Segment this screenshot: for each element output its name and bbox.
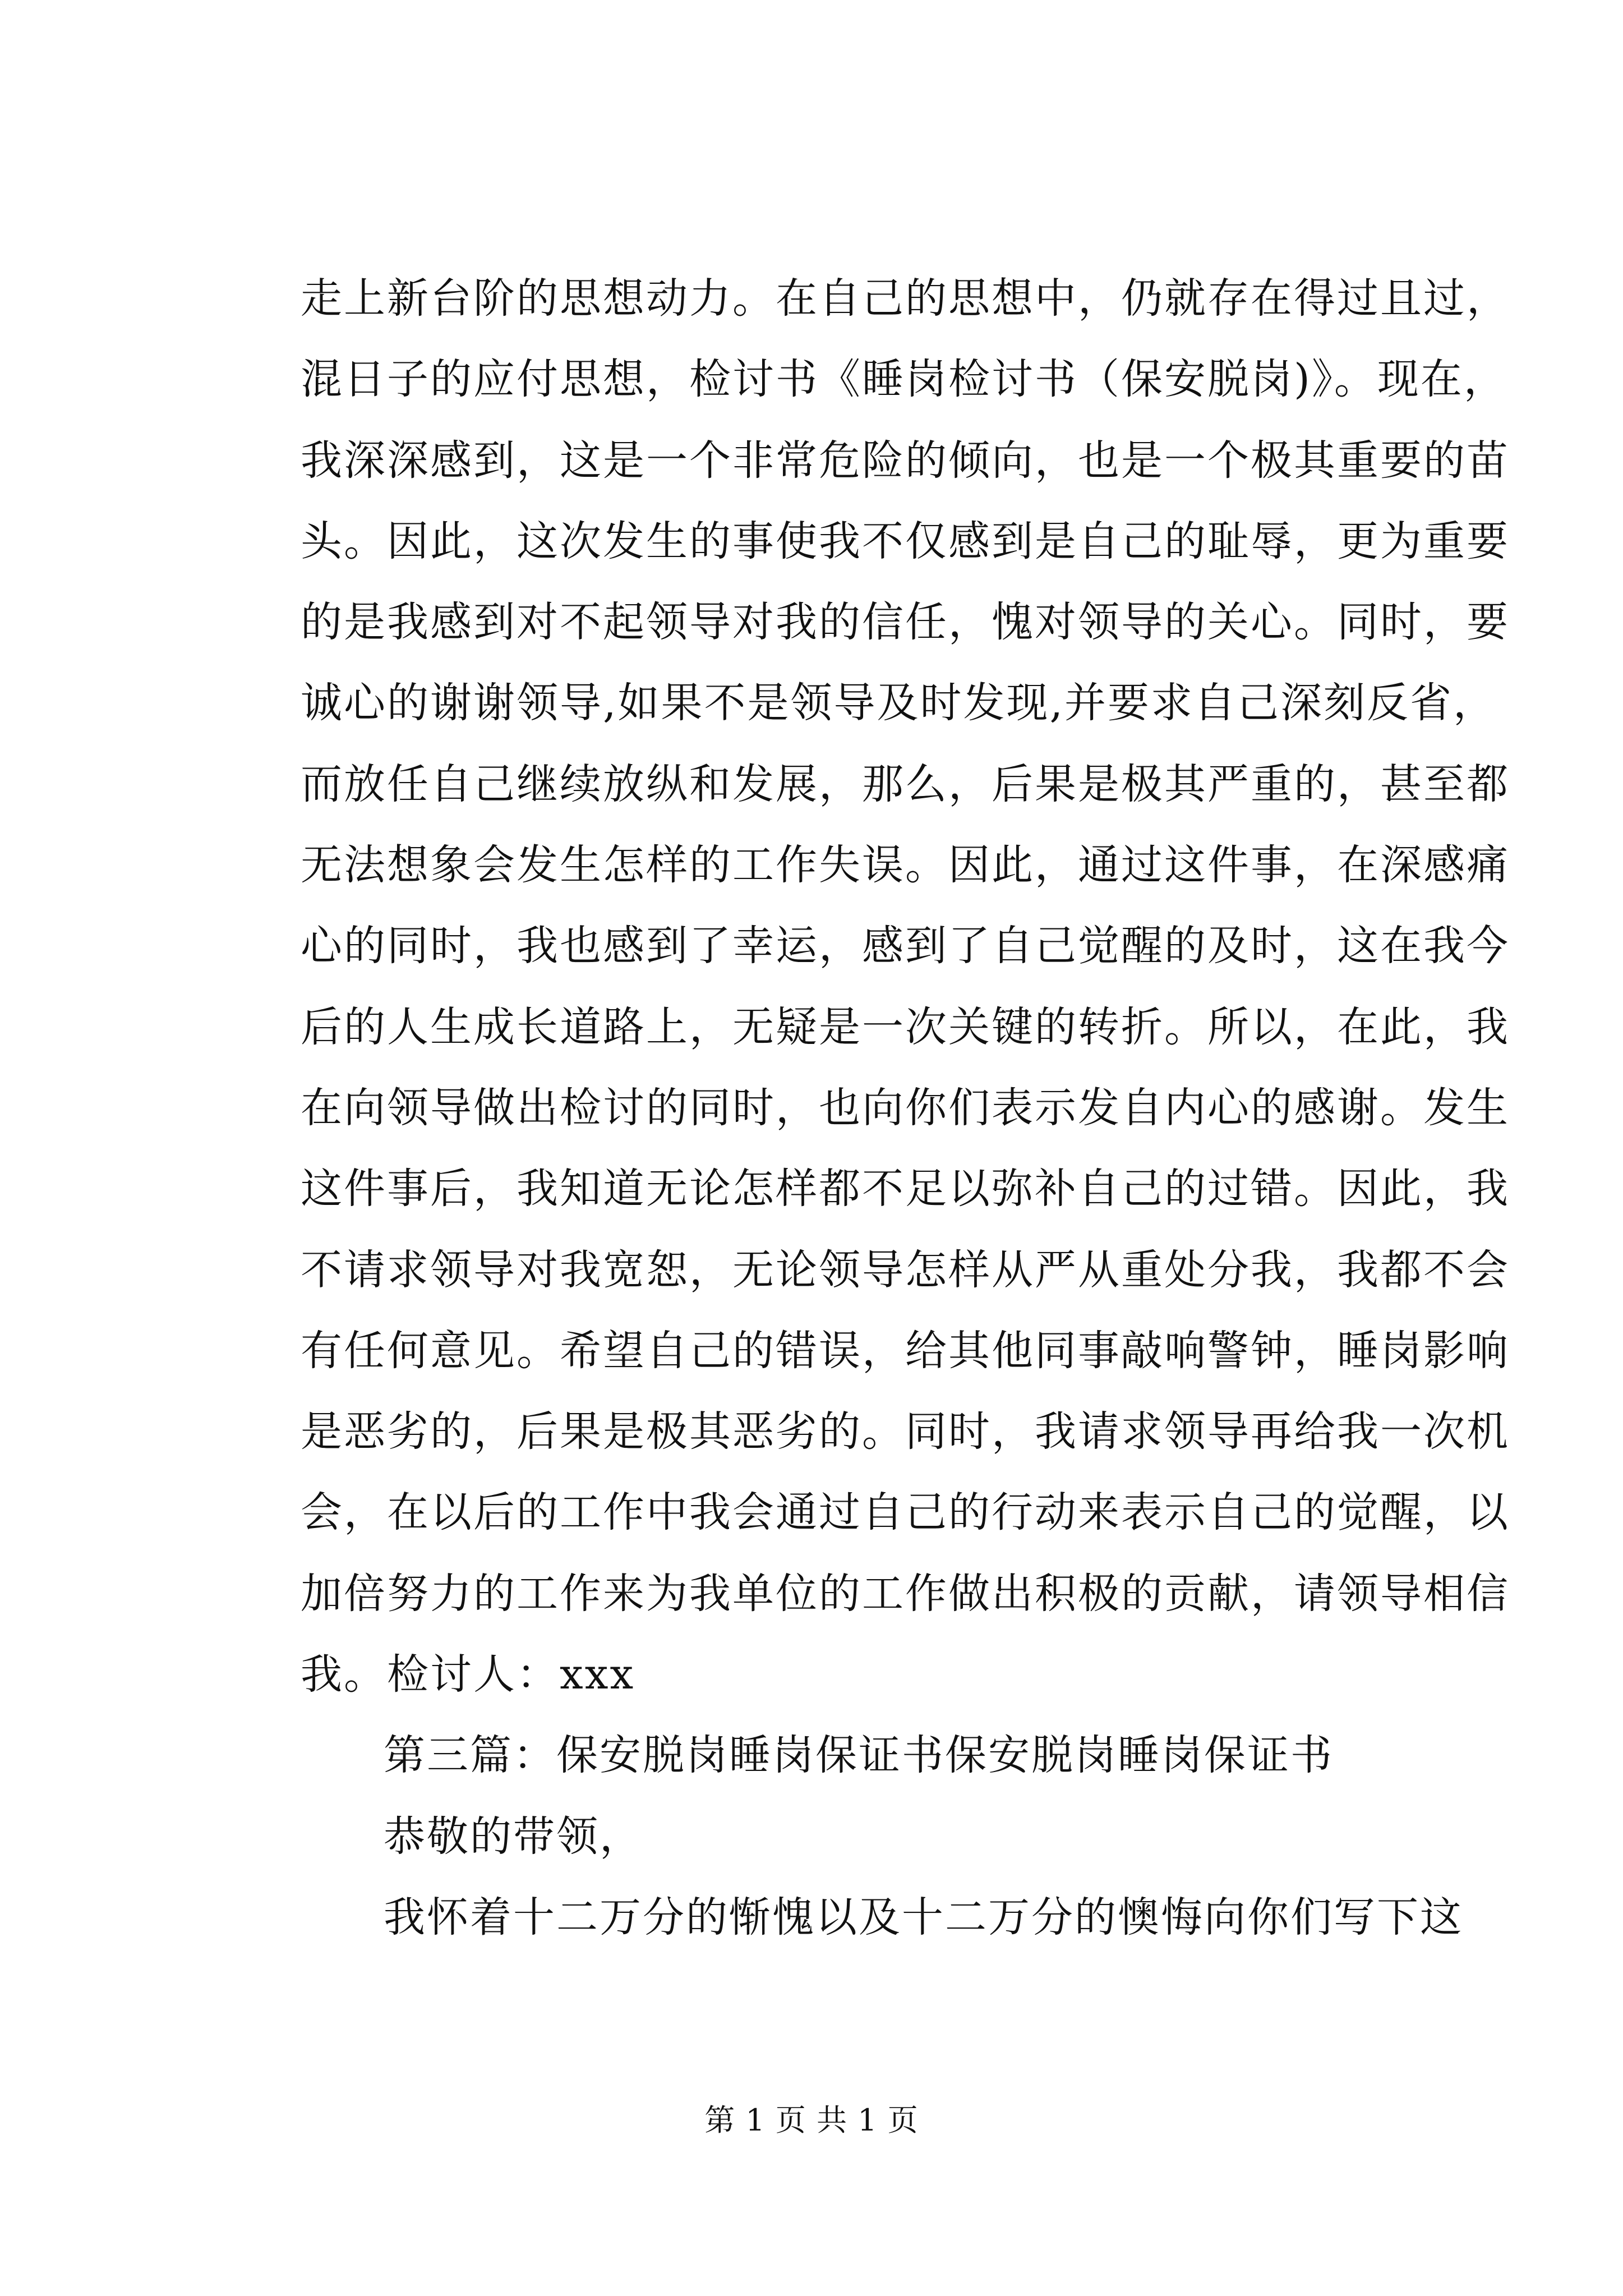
body-line: 加倍努力的工作来为我单位的工作做出积极的贡献，请领导相信 (301, 1569, 1510, 1618)
body-line: 有任何意见。希望自己的错误，给其他同事敲响警钟，睡岗影响 (301, 1326, 1510, 1375)
body-line: 我深深感到，这是一个非常危险的倾向，也是一个极其重要的苗 (301, 436, 1510, 485)
document-body (301, 258, 1510, 1958)
body-line: 这件事后，我知道无论怎样都不足以弥补自己的过错。因此，我 (301, 1165, 1510, 1213)
body-line: 的是我感到对不起领导对我的信任，愧对领导的关心。同时，要 (301, 598, 1510, 647)
body-line: 诚心的谢谢领导,如果不是领导及时发现,并要求自己深刻反省， (301, 679, 1497, 728)
salutation: 恭敬的带领， (384, 1812, 643, 1861)
body-line: 心的同时，我也感到了幸运，感到了自己觉醒的及时，这在我今 (301, 922, 1510, 970)
body-line: 在向领导做出检讨的同时，也向你们表示发自内心的感谢。发生 (301, 1083, 1510, 1132)
body-line: 头。因此，这次发生的事使我不仅感到是自己的耻辱，更为重要 (301, 517, 1510, 565)
body-line: 是恶劣的，后果是极其恶劣的。同时，我请求领导再给我一次机 (301, 1407, 1510, 1456)
body-line: 不请求领导对我宽恕，无论领导怎样从严从重处分我，我都不会 (301, 1245, 1510, 1294)
body-line: 走上新台阶的思想动力。在自己的思想中，仍就存在得过且过， (301, 274, 1510, 323)
section-heading: 第三篇：保安脱岗睡岗保证书保安脱岗睡岗保证书 (384, 1731, 1334, 1780)
body-line: 而放任自己继续放纵和发展，那么，后果是极其严重的，甚至都 (301, 760, 1510, 808)
body-line-signature: 我。检讨人：xxx (301, 1650, 635, 1699)
body-line: 后的人生成长道路上，无疑是一次关键的转折。所以，在此，我 (301, 1002, 1510, 1051)
body-line: 无法想象会发生怎样的工作失误。因此，通过这件事，在深感痛 (301, 841, 1510, 890)
body-line: 混日子的应付思想，检讨书《睡岗检讨书（保安脱岗)》。现在， (301, 355, 1507, 404)
body-line: 会，在以后的工作中我会通过自己的行动来表示自己的觉醒，以 (301, 1488, 1510, 1537)
page-number-footer: 第 1 页 共 1 页 (704, 2102, 919, 2138)
body-line: 我怀着十二万分的惭愧以及十二万分的懊悔向你们写下这 (384, 1893, 1463, 1941)
